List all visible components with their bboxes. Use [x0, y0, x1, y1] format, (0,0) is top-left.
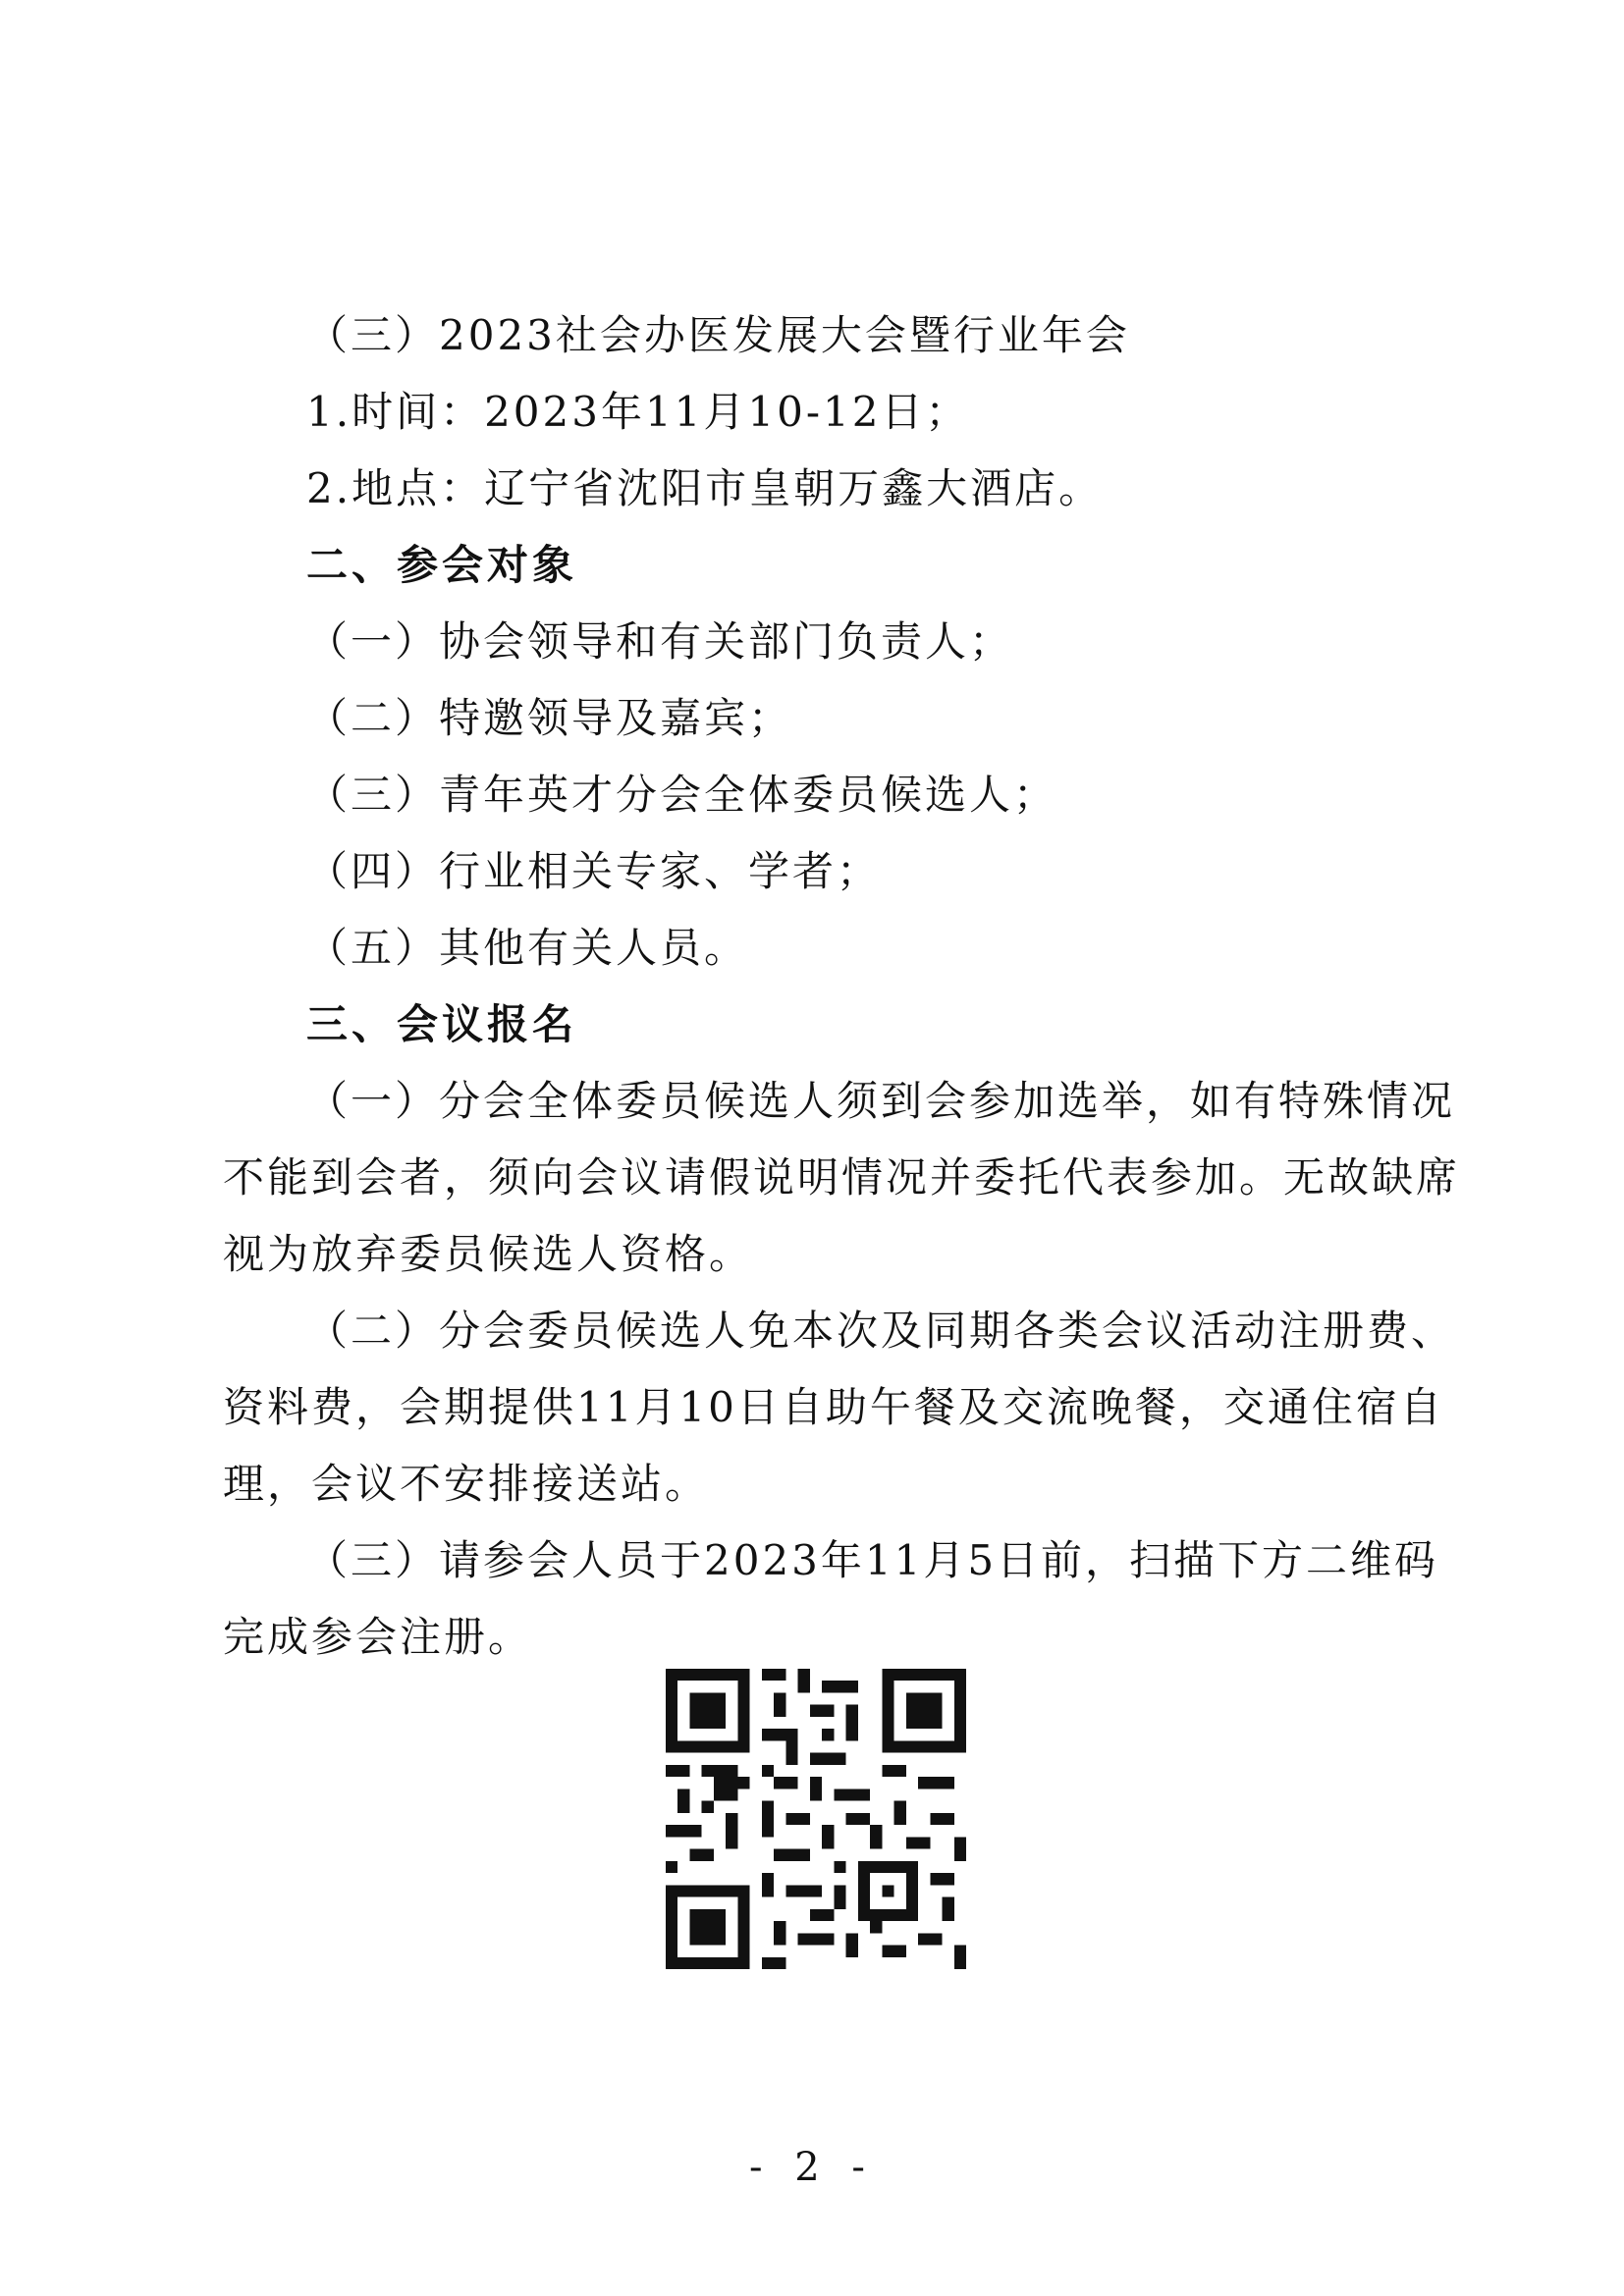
participant-item: （二）特邀领导及嘉宾； — [306, 694, 793, 742]
paragraph-line: （三）请参会人员于2023年11月5日前，扫描下方二维码 — [306, 1536, 1439, 1584]
paragraph-line: （一）分会全体委员候选人须到会参加选举，如有特殊情况 — [306, 1077, 1456, 1125]
participant-item: （一）协会领导和有关部门负责人； — [306, 617, 1014, 666]
participant-item: （四）行业相关专家、学者； — [306, 847, 882, 895]
paragraph-line: 资料费，会期提供11月10日自助午餐及交流晚餐，交通住宿自 — [223, 1383, 1444, 1431]
paragraph-line: 完成参会注册。 — [223, 1613, 533, 1661]
page-number: - 2 - — [749, 2145, 875, 2190]
participant-item: （五）其他有关人员。 — [306, 924, 749, 972]
qr-code-icon — [666, 1669, 966, 1969]
meeting-place: 2.地点：辽宁省沈阳市皇朝万鑫大酒店。 — [306, 464, 1104, 512]
meeting-time: 1.时间：2023年11月10-12日； — [306, 388, 970, 436]
participants-heading: 二、参会对象 — [306, 541, 578, 589]
paragraph-line: （二）分会委员候选人免本次及同期各类会议活动注册费、 — [306, 1307, 1456, 1355]
registration-heading: 三、会议报名 — [306, 1000, 578, 1048]
subsection-title: （三）2023社会办医发展大会暨行业年会 — [306, 311, 1130, 359]
paragraph-line: 理，会议不安排接送站。 — [223, 1460, 710, 1508]
paragraph-line: 不能到会者，须向会议请假说明情况并委托代表参加。无故缺席 — [223, 1153, 1461, 1201]
paragraph-line: 视为放弃委员候选人资格。 — [223, 1230, 754, 1278]
participant-item: （三）青年英才分会全体委员候选人； — [306, 771, 1058, 819]
